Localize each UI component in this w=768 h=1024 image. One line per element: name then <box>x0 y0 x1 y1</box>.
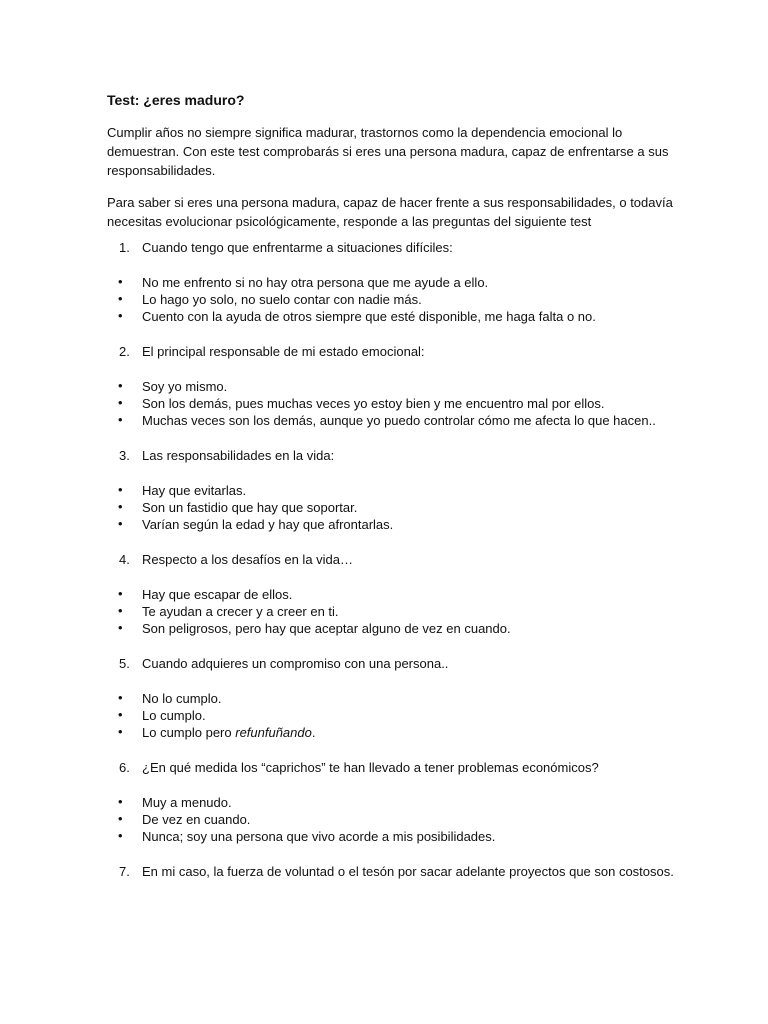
option-item: • Son un fastidio que hay que soportar. <box>118 499 358 515</box>
bullet-icon: • <box>118 395 123 410</box>
question-text: Las responsabilidades en la vida: <box>142 448 335 463</box>
bullet-icon: • <box>118 412 123 427</box>
question-2 <box>0 343 768 429</box>
option-item: • Son peligrosos, pero hay que aceptar alguno de vez en cuando. <box>118 620 511 636</box>
option-list <box>0 794 768 845</box>
option-item: • Hay que escapar de ellos. <box>118 586 293 602</box>
option-item: • No me enfrento si no hay otra persona que me ayude a ello. <box>118 274 489 290</box>
bullet-icon: • <box>118 586 123 601</box>
option-item: • No lo cumplo. <box>118 690 222 706</box>
question-list <box>0 239 768 880</box>
option-item: • Nunca; soy una persona que vivo acorde a mis posibilidades. <box>118 828 496 844</box>
question-1 <box>0 239 768 325</box>
question-6 <box>0 759 768 845</box>
bullet-icon: • <box>118 828 123 843</box>
question-text: El principal responsable de mi estado emocional: <box>142 344 425 359</box>
question-5 <box>0 655 768 741</box>
instructions-paragraph: Para saber si eres una persona madura, capaz de hacer frente a sus responsabilidades, o todavía necesitas evolucionar psicológicamente, responde a las preguntas del siguiente test <box>107 195 673 229</box>
option-list <box>0 274 768 325</box>
option-list <box>0 690 768 741</box>
option-item: • Muchas veces son los demás, aunque yo puedo controlar cómo me afecta lo que hacen.. <box>118 412 656 428</box>
question-7 <box>0 863 768 880</box>
option-item: • Lo hago yo solo, no suelo contar con nadie más. <box>118 291 422 307</box>
option-item: • Muy a menudo. <box>118 794 232 810</box>
option-item: • Hay que evitarlas. <box>118 482 247 498</box>
option-item: • De vez en cuando. <box>118 811 251 827</box>
bullet-icon: • <box>118 378 123 393</box>
bullet-icon: • <box>118 291 123 306</box>
bullet-icon: • <box>118 499 123 514</box>
option-item: • Soy yo mismo. <box>118 378 228 394</box>
emphasis-text: refunfuñando <box>235 725 312 740</box>
option-list <box>0 378 768 429</box>
question-text: Cuando adquieres un compromiso con una persona.. <box>142 656 449 671</box>
question-text: ¿En qué medida los “caprichos” te han llevado a tener problemas económicos? <box>142 760 599 775</box>
intro-paragraph: Cumplir años no siempre significa madurar, trastornos como la dependencia emocional lo demuestran. Con este test comprobarás si eres una persona madura, capaz de enfrentarse a sus responsabilidades. <box>107 125 669 178</box>
option-item: • Lo cumplo pero refunfuñando. <box>118 724 316 740</box>
option-list <box>0 586 768 637</box>
option-item: • Cuento con la ayuda de otros siempre que esté disponible, me haga falta o no. <box>118 308 596 324</box>
question-number: 7. <box>119 864 130 879</box>
question-number: 6. <box>119 760 130 775</box>
bullet-icon: • <box>118 516 123 531</box>
question-3 <box>0 447 768 533</box>
bullet-icon: • <box>118 308 123 323</box>
question-number: 2. <box>119 344 130 359</box>
question-number: 4. <box>119 552 130 567</box>
option-item: • Lo cumplo. <box>118 707 206 723</box>
bullet-icon: • <box>118 620 123 635</box>
question-4 <box>0 551 768 637</box>
document-title: Test: ¿eres maduro? <box>107 92 245 108</box>
option-list <box>0 482 768 533</box>
question-text: Cuando tengo que enfrentarme a situaciones difíciles: <box>142 240 453 255</box>
question-number: 3. <box>119 448 130 463</box>
bullet-icon: • <box>118 274 123 289</box>
question-number: 1. <box>119 240 130 255</box>
question-number: 5. <box>119 656 130 671</box>
bullet-icon: • <box>118 690 123 705</box>
option-item: • Son los demás, pues muchas veces yo estoy bien y me encuentro mal por ellos. <box>118 395 605 411</box>
bullet-icon: • <box>118 724 123 739</box>
bullet-icon: • <box>118 707 123 722</box>
question-text: Respecto a los desafíos en la vida… <box>142 552 354 567</box>
bullet-icon: • <box>118 603 123 618</box>
bullet-icon: • <box>118 811 123 826</box>
option-item: • Varían según la edad y hay que afrontarlas. <box>118 516 394 532</box>
question-text: En mi caso, la fuerza de voluntad o el tesón por sacar adelante proyectos que son costosos. <box>142 864 674 879</box>
option-item: • Te ayudan a crecer y a creer en ti. <box>118 603 339 619</box>
bullet-icon: • <box>118 482 123 497</box>
bullet-icon: • <box>118 794 123 809</box>
